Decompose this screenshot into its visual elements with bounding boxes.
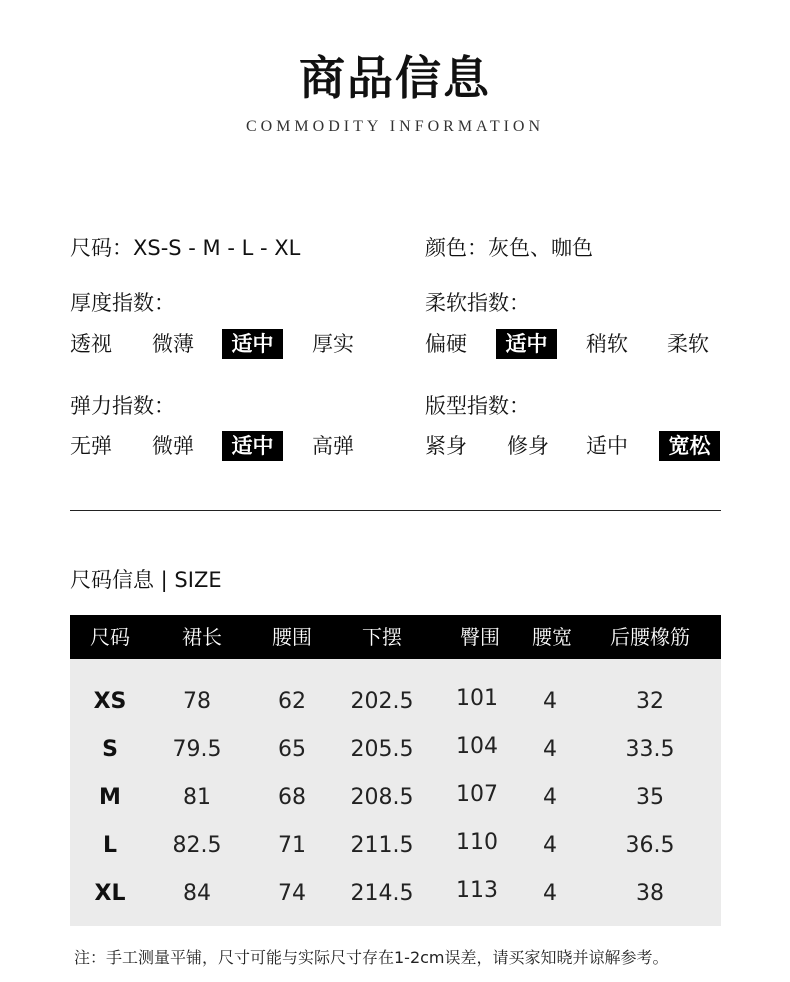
table-cell: 71 <box>278 833 306 858</box>
table-cell: 4 <box>543 881 557 906</box>
table-cell: XS <box>93 689 127 714</box>
table-cell: 38 <box>636 881 664 906</box>
elasticity-option: 无弹 <box>70 434 112 458</box>
column-header-waist: 腰围 <box>272 625 312 649</box>
elasticity-index-title: 弹力指数： <box>70 394 175 418</box>
table-cell: 81 <box>183 785 211 810</box>
table-cell: 62 <box>278 689 306 714</box>
table-cell: 35 <box>636 785 664 810</box>
table-cell: 113 <box>456 878 498 903</box>
thickness-option-selected: 适中 <box>222 329 283 359</box>
column-header-back-elastic: 后腰橡筋 <box>610 625 690 649</box>
column-header-waistband: 腰宽 <box>532 625 572 649</box>
table-cell: 78 <box>183 689 211 714</box>
measurement-note: 注：手工测量平铺，尺寸可能与实际尺寸存在1-2cm误差，请买家知晓并谅解参考。 <box>74 948 669 967</box>
table-cell: 79.5 <box>172 737 222 762</box>
table-cell: L <box>102 833 118 858</box>
color-line: 颜色：灰色、咖色 <box>425 236 593 260</box>
table-cell: 33.5 <box>625 737 675 762</box>
table-cell: 74 <box>278 881 306 906</box>
thickness-index-title: 厚度指数： <box>70 291 175 315</box>
table-cell: 104 <box>456 734 498 759</box>
column-header-length: 裙长 <box>182 625 222 649</box>
elasticity-option-selected: 适中 <box>222 431 283 461</box>
table-cell: 4 <box>543 689 557 714</box>
table-cell: XL <box>94 881 126 906</box>
table-cell: 101 <box>456 686 498 711</box>
page-title: 商品信息 <box>299 51 491 105</box>
size-table-header <box>70 615 721 659</box>
elasticity-option: 微弹 <box>152 434 194 458</box>
table-cell: 84 <box>183 881 211 906</box>
fit-option: 修身 <box>507 434 549 458</box>
table-cell: 214.5 <box>350 881 414 906</box>
column-header-hip: 臀围 <box>460 625 500 649</box>
softness-option: 稍软 <box>586 332 628 356</box>
section-divider <box>70 510 721 511</box>
table-cell: 4 <box>543 785 557 810</box>
size-table-body <box>70 659 721 926</box>
table-cell: 36.5 <box>625 833 675 858</box>
size-section-title: 尺码信息 | SIZE <box>70 568 222 592</box>
softness-option: 柔软 <box>667 332 709 356</box>
page-subtitle: COMMODITY INFORMATION <box>245 118 545 135</box>
elasticity-option: 高弹 <box>312 434 354 458</box>
thickness-option: 微薄 <box>152 332 194 356</box>
softness-option: 偏硬 <box>425 332 467 356</box>
table-cell: S <box>102 737 118 762</box>
table-cell: 107 <box>456 782 498 807</box>
table-cell: 202.5 <box>350 689 414 714</box>
table-cell: 65 <box>278 737 306 762</box>
fit-option-selected: 宽松 <box>659 431 720 461</box>
table-cell: 211.5 <box>350 833 414 858</box>
table-cell: 4 <box>543 833 557 858</box>
table-cell: 208.5 <box>350 785 414 810</box>
thickness-option: 透视 <box>70 332 112 356</box>
fit-index-title: 版型指数： <box>425 394 530 418</box>
fit-option: 适中 <box>586 434 628 458</box>
table-cell: M <box>99 785 121 810</box>
table-cell: 68 <box>278 785 306 810</box>
table-cell: 32 <box>636 689 664 714</box>
table-cell: 205.5 <box>350 737 414 762</box>
size-line: 尺码：XS-S - M - L - XL <box>70 236 301 260</box>
column-header-hem: 下摆 <box>362 625 402 649</box>
fit-option: 紧身 <box>425 434 467 458</box>
table-cell: 4 <box>543 737 557 762</box>
column-header-size: 尺码 <box>90 625 130 649</box>
softness-option-selected: 适中 <box>496 329 557 359</box>
thickness-option: 厚实 <box>312 332 354 356</box>
table-cell: 82.5 <box>172 833 222 858</box>
softness-index-title: 柔软指数： <box>425 291 530 315</box>
table-cell: 110 <box>456 830 498 855</box>
